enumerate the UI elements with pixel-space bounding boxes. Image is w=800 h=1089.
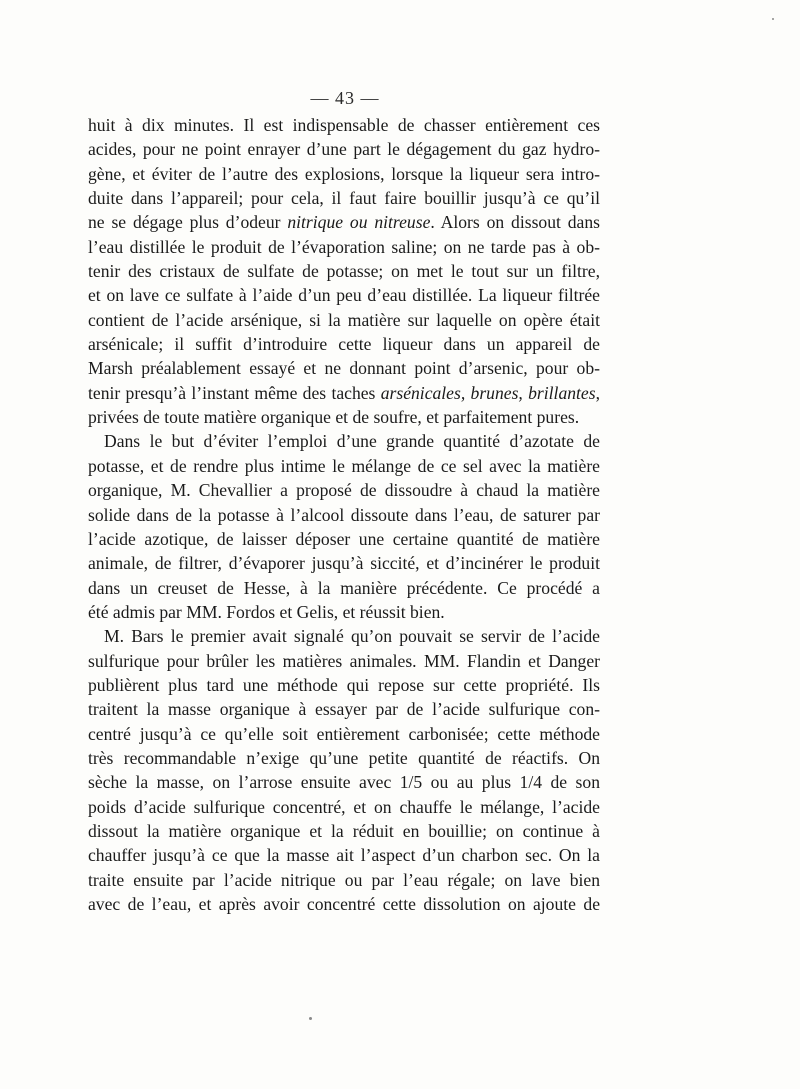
text-line: dissout la matière organique et la réduit en bouillie; on continue à: [88, 820, 600, 841]
text-line: potasse, et de rendre plus intime le mélange de ce sel avec la matière: [88, 455, 600, 476]
page-number: — 43 —: [310, 88, 380, 108]
text-line: organique, M. Chevallier a proposé de dissoudre à chaud la matière: [88, 480, 600, 501]
text-line: solide dans de la potasse à l’alcool dissoute dans l’eau, de saturer par: [88, 504, 600, 525]
text-line: l’eau distillée le produit de l’évaporation saline; on ne tarde pas à ob-: [88, 236, 600, 257]
text-line: sulfurique pour brûler les matières animales. MM. Flandin et Danger: [88, 650, 600, 671]
text-segment: . Alors on dissout dans: [430, 212, 600, 233]
text-line: très recommandable n’exige qu’une petite quantité de réactifs. On: [88, 747, 600, 768]
text-line: arsénicale; il suffit d’introduire cette liqueur dans un appareil de: [88, 334, 600, 355]
paragraph-start-line: M. Bars le premier avait signalé qu’on pouvait se servir de l’acide: [104, 626, 600, 647]
text-line: avec de l’eau, et après avoir concentré cette dissolution on ajoute de: [88, 894, 600, 914]
paper-speck: [772, 18, 774, 20]
text-line: gène, et éviter de l’autre des explosions, lorsque la liqueur sera intro-: [88, 163, 600, 184]
italic-phrase: arsénicales, brunes, brillantes: [380, 382, 596, 403]
text-line: acides, pour ne point enrayer d’une part le dégagement du gaz hydro-: [88, 139, 600, 160]
text-line: traite ensuite par l’acide nitrique ou par l’eau régale; on lave bien: [88, 869, 600, 890]
body-text: [88, 113, 600, 916]
text-line: duite dans l’appareil; pour cela, il faut faire bouillir jusqu’à ce qu’il: [88, 188, 600, 209]
text-line: animale, de filtrer, d’évaporer jusqu’à siccité, et d’incinérer le produit: [88, 553, 600, 574]
paragraph-start-line: Dans le but d’éviter l’emploi d’une grande quantité d’azotate de: [104, 431, 600, 452]
text-line: privées de toute matière organique et de soufre, et parfaitement pures.: [88, 407, 580, 428]
text-segment: ,: [595, 382, 600, 403]
text-line: tenir des cristaux de sulfate de potasse; on met le tout sur un filtre,: [88, 261, 600, 282]
text-segment: tenir presqu’à l’instant même des taches: [88, 382, 381, 403]
text-line-with-italic: [88, 381, 600, 405]
text-line: été admis par MM. Fordos et Gelis, et réussit bien.: [88, 601, 445, 622]
text-line: publièrent plus tard une méthode qui repose sur cette propriété. Ils: [88, 674, 600, 695]
paper-speck: [309, 1017, 312, 1020]
text-line: contient de l’acide arsénique, si la matière sur laquelle on opère était: [88, 309, 600, 330]
text-line: Marsh préalablement essayé et ne donnant point d’arsenic, pour ob-: [88, 358, 600, 379]
text-line: traitent la masse organique à essayer par de l’acide sulfurique con-: [88, 699, 600, 720]
text-line-with-italic: [88, 210, 600, 234]
text-line: dans un creuset de Hesse, à la manière précédente. Ce procédé a: [88, 577, 600, 598]
italic-phrase: nitrique ou nitreuse: [287, 212, 431, 233]
text-line: poids d’acide sulfurique concentré, et on chauffe le mélange, l’acide: [88, 796, 600, 817]
text-line: centré jusqu’à ce qu’elle soit entièrement carbonisée; cette méthode: [88, 723, 600, 744]
text-line: chauffer jusqu’à ce que la masse ait l’aspect d’un charbon sec. On la: [88, 845, 600, 866]
text-segment: ne se dégage plus d’odeur: [88, 212, 288, 233]
text-line: sèche la masse, on l’arrose ensuite avec 1/5 ou au plus 1/4 de son: [88, 772, 600, 793]
text-line: l’acide azotique, de laisser déposer une certaine quantité de matière: [88, 528, 600, 549]
text-line: huit à dix minutes. Il est indispensable de chasser entièrement ces: [88, 115, 600, 135]
text-line: et on lave ce sulfate à l’aide d’un peu d’eau distillée. La liqueur filtrée: [88, 285, 600, 306]
